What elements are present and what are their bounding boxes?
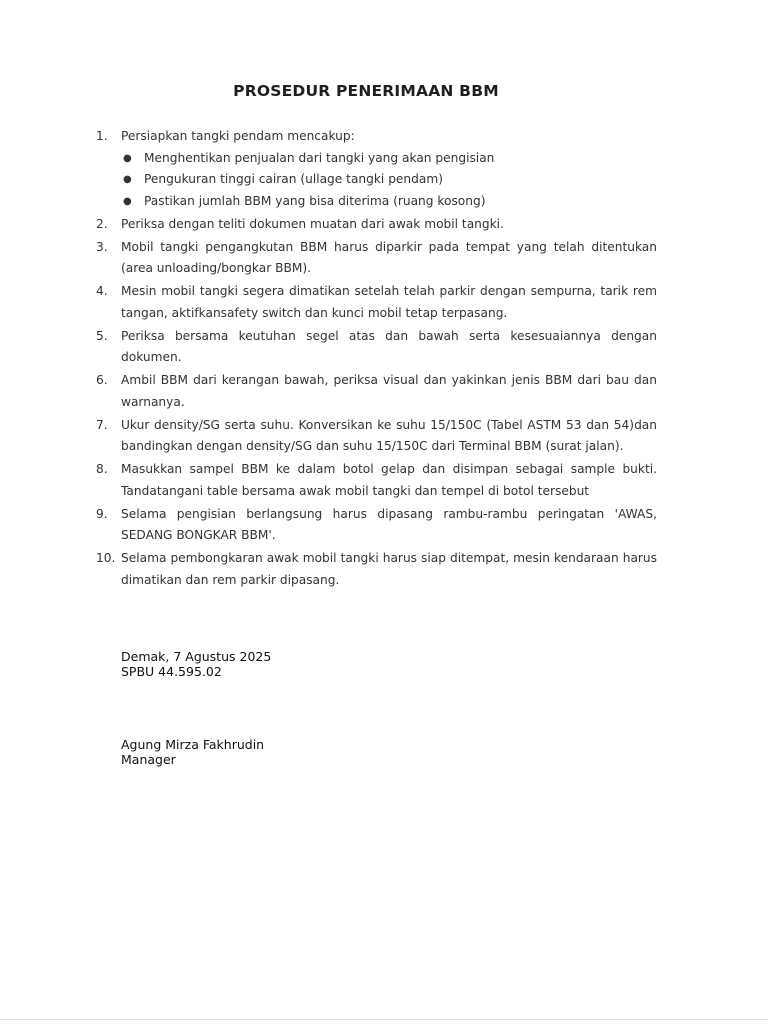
place-date: Demak, 7 Agustus 2025: [121, 649, 272, 664]
step-sublist: [121, 148, 657, 213]
bullet-icon: ●: [123, 195, 132, 207]
signer-name: Agung Mirza Fakhrudin: [121, 737, 265, 752]
step-text: Masukkan sampel BBM ke dalam botol gelap dan disimpan sebagai sample bukti. Tandatangani table bersama awak mobil tangki dan tempel di botol tersebut: [121, 462, 657, 498]
step-number: 1.: [96, 129, 108, 143]
procedure-step: [96, 326, 657, 369]
step-text: Mobil tangki pengangkutan BBM harus diparkir pada tempat yang telah ditentukan (area unloading/bongkar BBM).: [121, 239, 657, 275]
signer-block: [121, 737, 264, 767]
procedure-step: [96, 370, 657, 413]
step-text: Ukur density/SG serta suhu. Konversikan ke suhu 15/150C (Tabel ASTM 53 dan 54)dan bandingkan dengan density/SG dan suhu 15/150C dari Terminal BBM (surat jalan).: [121, 417, 657, 453]
step-number: 7.: [96, 417, 108, 432]
bullet-icon: ●: [123, 174, 132, 185]
sublist-item-text: Menghentikan penjualan dari tangki yang akan pengisian: [144, 150, 495, 165]
procedure-step: [96, 237, 657, 280]
step-number: 5.: [96, 328, 108, 343]
step-number: 6.: [96, 373, 108, 387]
sublist-item: [121, 148, 657, 170]
place-date-block: [121, 649, 271, 679]
step-number: 3.: [96, 239, 108, 254]
sublist-item-text: Pastikan jumlah BBM yang bisa diterima (ruang kosong): [144, 193, 486, 208]
step-number: 2.: [96, 216, 108, 231]
step-text: Periksa dengan teliti dokumen muatan dari awak mobil tangki.: [121, 216, 504, 231]
sublist-item: [121, 191, 657, 213]
step-number: 4.: [96, 284, 108, 298]
step-number: 9.: [96, 506, 108, 521]
procedure-step: [96, 459, 657, 502]
step-text: Persiapkan tangki pendam mencakup:: [121, 129, 355, 143]
procedure-step: [96, 504, 657, 547]
signer-title: Manager: [121, 752, 176, 767]
procedure-step: [96, 214, 657, 236]
step-text: Selama pembongkaran awak mobil tangki harus siap ditempat, mesin kendaraan harus dimatikan dan rem parkir dipasang.: [121, 551, 657, 587]
step-text: Mesin mobil tangki segera dimatikan setelah telah parkir dengan sempurna, tarik rem tangan, aktifkansafety switch dan kunci mobil tetap terpasang.: [121, 284, 657, 320]
sublist-item: [121, 169, 657, 191]
procedure-step: [96, 281, 657, 324]
procedure-step: [96, 548, 657, 591]
procedure-step: [96, 415, 657, 458]
step-text: Selama pengisian berlangsung harus dipasang rambu-rambu peringatan 'AWAS, SEDANG BONGKAR BBM'.: [121, 506, 657, 542]
page-edge-divider: [0, 1019, 768, 1020]
sublist-item-text: Pengukuran tinggi cairan (ullage tangki pendam): [144, 172, 443, 186]
procedure-step: [96, 126, 657, 212]
station-code: SPBU 44.595.02: [121, 664, 222, 679]
bullet-icon: ●: [123, 152, 132, 164]
step-number: 10.: [96, 551, 116, 565]
step-text: Ambil BBM dari kerangan bawah, periksa visual dan yakinkan jenis BBM dari bau dan warnanya.: [121, 373, 657, 409]
step-text: Periksa bersama keutuhan segel atas dan bawah serta kesesuaiannya dengan dokumen.: [121, 328, 657, 364]
document-title: PROSEDUR PENERIMAAN BBM: [233, 82, 499, 100]
procedure-list: [96, 126, 657, 593]
step-number: 8.: [96, 462, 108, 476]
